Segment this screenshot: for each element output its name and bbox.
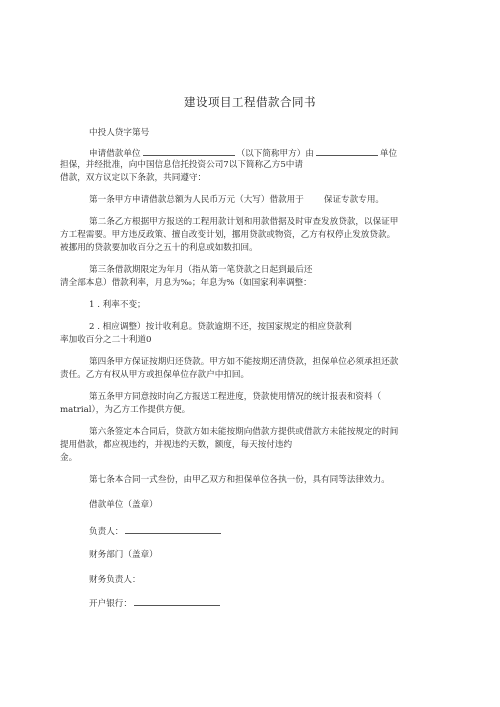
- article-1-text: 第一条甲方申请借款总额为人民币万元（大写）借款用于: [89, 195, 304, 205]
- responsible-person-row: [89, 524, 474, 540]
- borrower-name-blank[interactable]: [143, 146, 235, 156]
- finance-dept-seal-label: 财务部门（盖章）: [89, 550, 158, 560]
- intro-party-a-label: （以下简称甲方）由: [236, 149, 314, 159]
- article-3-line-1: 第三条借款期限定为年月（指从第一笔贷款之日起到最后还: [89, 265, 313, 275]
- item-2-line-1: 2 . 相应调整）按计收利息。贷款逾期不还，按国家规定的相应贷款利: [89, 322, 352, 332]
- bank-blank[interactable]: [134, 596, 220, 606]
- guarantor-name-blank[interactable]: [316, 146, 378, 156]
- item-1: 1 . 利率不变；: [89, 300, 146, 310]
- article-4-line-2: 责任。乙方有权从甲方或担保单位存款户中扣回。: [60, 370, 250, 380]
- intro-line-3: 借款，双方议定以下条款，共同遵守：: [60, 173, 207, 183]
- article-4-line-1: 第四条甲方保证按期归还贷款。甲方如不能按期还清贷款，担保单位必须承担还款: [89, 357, 399, 367]
- contract-number: 中投人贷字第号: [89, 128, 150, 138]
- article-6-line-3: 金。: [60, 453, 78, 463]
- article-2-line-3: 被挪用的贷款要加收百分之五十的利息或如数扣回。: [60, 243, 258, 253]
- intro-borrower-label: 申请借款单位: [89, 149, 141, 159]
- responsible-person-label: 负责人：: [89, 527, 124, 537]
- article-1-tail: 保证专款专用。: [323, 195, 385, 205]
- article-6-line-2: 提用借款，都应视违约，并视违约天数，额度，每天按付违约: [60, 440, 293, 450]
- article-6-line-1: 第六条签定本合同后，贷款方如未能按期向借款方提供或借款方未能按规定的时间: [89, 427, 399, 437]
- document-title: 建设项目工程借款合同书: [184, 95, 316, 109]
- item-2-line-2: 率加收百分之二十利道0: [60, 335, 152, 345]
- finance-head-label: 财务负责人：: [89, 575, 141, 585]
- responsible-person-blank[interactable]: [125, 524, 221, 534]
- borrower-seal-label: 借款单位（盖章）: [89, 500, 158, 510]
- intro-line-2: 担保，并经批准，向中国信息信托投资公司7以下简称乙方5中请: [60, 160, 303, 170]
- article-5-line-1: 第五条甲方同意按时向乙方报送工程进度，贷款使用情况的统计报表和资料（: [89, 392, 382, 402]
- article-7: 第七条本合同一式叁份，由甲乙双方和担保单位各执一份，具有同等法律效力。: [89, 475, 390, 485]
- article-3-line-2: 清全部本息）借款利率，月息为‰；年息为%（如国家利率调整：: [60, 278, 312, 288]
- article-1: [89, 194, 474, 208]
- bank-row: [89, 596, 474, 612]
- article-2-line-1: 第二条乙方根据甲方报送的工程用款计划和用款借据及时审查发放贷款，以保证甲: [89, 217, 399, 227]
- bank-label: 开户银行：: [89, 599, 132, 609]
- intro-unit-label: 单位: [379, 149, 398, 159]
- article-2-line-2: 方工程需要。甲方违反政策、擅自改变计划，挪用贷款或物资，乙方有权停止发放贷款。: [60, 230, 396, 240]
- article-5-line-2: matrial），为乙方工作提供方便。: [60, 405, 191, 415]
